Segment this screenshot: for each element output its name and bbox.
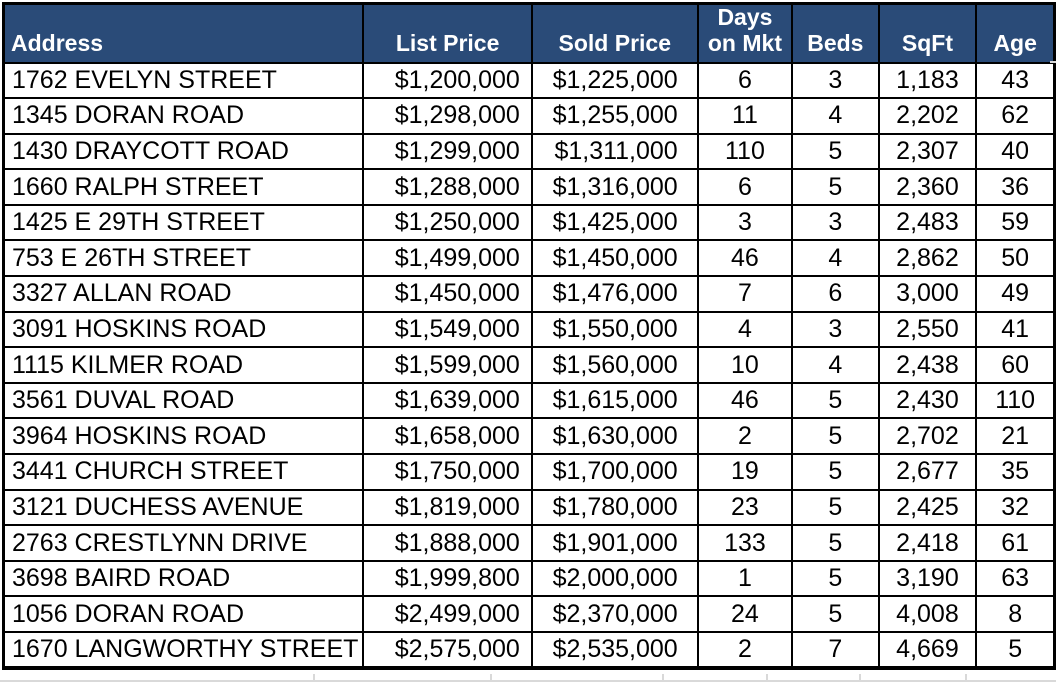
table-row: [4, 525, 1055, 561]
cell-days_on_mkt[interactable]: 6: [698, 169, 792, 205]
cell-address[interactable]: 1762 EVELYN STREET: [4, 63, 364, 99]
cell-list_price[interactable]: $1,819,000: [363, 490, 531, 526]
cell-list_price[interactable]: $1,499,000: [363, 240, 531, 276]
cell-list_price[interactable]: $1,639,000: [363, 383, 531, 419]
cell-days_on_mkt[interactable]: 46: [698, 383, 792, 419]
table-row: [4, 490, 1055, 526]
cell-age[interactable]: 60: [976, 347, 1054, 383]
cell-address[interactable]: 1425 E 29TH STREET: [4, 205, 364, 241]
cell-age[interactable]: 36: [976, 169, 1054, 205]
table-row: [4, 418, 1055, 454]
cell-days_on_mkt[interactable]: 2: [698, 418, 792, 454]
cell-list_price[interactable]: $1,250,000: [363, 205, 531, 241]
table-row: [4, 205, 1055, 241]
cell-age[interactable]: 59: [976, 205, 1054, 241]
cell-beds[interactable]: 5: [792, 596, 878, 632]
cell-list_price[interactable]: $2,575,000: [363, 632, 531, 668]
cell-age[interactable]: 43: [976, 63, 1054, 99]
cell-age[interactable]: 110: [976, 383, 1054, 419]
cell-address[interactable]: 2763 CRESTLYNN DRIVE: [4, 525, 364, 561]
cell-sold_price[interactable]: $1,450,000: [532, 240, 698, 276]
cell-days_on_mkt[interactable]: 10: [698, 347, 792, 383]
table-row: [4, 454, 1055, 490]
cell-address[interactable]: 1115 KILMER ROAD: [4, 347, 364, 383]
excel-gridline-stub: [1050, 61, 1056, 63]
cell-age[interactable]: 21: [976, 418, 1054, 454]
cell-address[interactable]: 3121 DUCHESS AVENUE: [4, 490, 364, 526]
cell-sqft[interactable]: 2,550: [879, 312, 977, 348]
cell-sqft[interactable]: 1,183: [879, 63, 977, 99]
column-header-age[interactable]: Age: [976, 4, 1054, 63]
cell-list_price[interactable]: $1,298,000: [363, 98, 531, 134]
table-row: [4, 240, 1055, 276]
cell-sold_price[interactable]: $1,476,000: [532, 276, 698, 312]
cell-sqft[interactable]: 2,862: [879, 240, 977, 276]
cell-beds[interactable]: 3: [792, 205, 878, 241]
table-row: [4, 312, 1055, 348]
cell-days_on_mkt[interactable]: 110: [698, 134, 792, 170]
cell-days_on_mkt[interactable]: 23: [698, 490, 792, 526]
cell-days_on_mkt[interactable]: 2: [698, 632, 792, 668]
cell-age[interactable]: 50: [976, 240, 1054, 276]
cell-age[interactable]: 32: [976, 490, 1054, 526]
table-row: [4, 561, 1055, 597]
cell-list_price[interactable]: $1,299,000: [363, 134, 531, 170]
cell-sold_price[interactable]: $1,615,000: [532, 383, 698, 419]
cell-address[interactable]: 3698 BAIRD ROAD: [4, 561, 364, 597]
cell-list_price[interactable]: $1,200,000: [363, 63, 531, 99]
cell-days_on_mkt[interactable]: 11: [698, 98, 792, 134]
cell-days_on_mkt[interactable]: 19: [698, 454, 792, 490]
cell-beds[interactable]: 5: [792, 418, 878, 454]
cell-beds[interactable]: 6: [792, 276, 878, 312]
cell-beds[interactable]: 5: [792, 561, 878, 597]
cell-sold_price[interactable]: $2,370,000: [532, 596, 698, 632]
cell-days_on_mkt[interactable]: 3: [698, 205, 792, 241]
cell-sqft[interactable]: 2,430: [879, 383, 977, 419]
cell-sqft[interactable]: 2,677: [879, 454, 977, 490]
table-row: [4, 169, 1055, 205]
cell-address[interactable]: 3561 DUVAL ROAD: [4, 383, 364, 419]
table-row: [4, 632, 1055, 668]
cell-beds[interactable]: 3: [792, 63, 878, 99]
cell-sold_price[interactable]: $1,630,000: [532, 418, 698, 454]
table-row: [4, 63, 1055, 99]
cell-sqft[interactable]: 2,425: [879, 490, 977, 526]
cell-address[interactable]: 1056 DORAN ROAD: [4, 596, 364, 632]
cell-days_on_mkt[interactable]: 6: [698, 63, 792, 99]
cell-age[interactable]: 61: [976, 525, 1054, 561]
cell-list_price[interactable]: $1,549,000: [363, 312, 531, 348]
column-header-beds[interactable]: Beds: [792, 4, 878, 63]
cell-list_price[interactable]: $1,999,800: [363, 561, 531, 597]
cell-sqft[interactable]: 3,190: [879, 561, 977, 597]
comps-table: [2, 2, 1056, 670]
cell-age[interactable]: 35: [976, 454, 1054, 490]
cell-sqft[interactable]: 3,000: [879, 276, 977, 312]
cell-address[interactable]: 3964 HOSKINS ROAD: [4, 418, 364, 454]
column-header-days_on_mkt[interactable]: Days on Mkt: [698, 4, 792, 63]
cell-age[interactable]: 62: [976, 98, 1054, 134]
cell-list_price[interactable]: $2,499,000: [363, 596, 531, 632]
cell-sold_price[interactable]: $1,700,000: [532, 454, 698, 490]
table-row: [4, 347, 1055, 383]
header-row: [4, 4, 1055, 63]
cell-sqft[interactable]: 2,307: [879, 134, 977, 170]
cell-address[interactable]: 1670 LANGWORTHY STREET: [4, 632, 364, 668]
table-header: [4, 4, 1055, 63]
cell-beds[interactable]: 5: [792, 490, 878, 526]
cell-beds[interactable]: 7: [792, 632, 878, 668]
cell-list_price[interactable]: $1,658,000: [363, 418, 531, 454]
cell-age[interactable]: 8: [976, 596, 1054, 632]
cell-sqft[interactable]: 2,702: [879, 418, 977, 454]
cell-beds[interactable]: 4: [792, 240, 878, 276]
cell-beds[interactable]: 3: [792, 312, 878, 348]
cell-sold_price[interactable]: $1,316,000: [532, 169, 698, 205]
cell-list_price[interactable]: $1,599,000: [363, 347, 531, 383]
cell-age[interactable]: 40: [976, 134, 1054, 170]
cell-sold_price[interactable]: $1,225,000: [532, 63, 698, 99]
cell-sqft[interactable]: 4,008: [879, 596, 977, 632]
column-header-address[interactable]: Address: [4, 4, 364, 63]
cell-sold_price[interactable]: $1,425,000: [532, 205, 698, 241]
cell-list_price[interactable]: $1,288,000: [363, 169, 531, 205]
cell-beds[interactable]: 5: [792, 134, 878, 170]
cell-sold_price[interactable]: $2,000,000: [532, 561, 698, 597]
cell-age[interactable]: 41: [976, 312, 1054, 348]
cell-address[interactable]: 1345 DORAN ROAD: [4, 98, 364, 134]
cell-beds[interactable]: 4: [792, 98, 878, 134]
cell-sold_price[interactable]: $2,535,000: [532, 632, 698, 668]
cell-list_price[interactable]: $1,750,000: [363, 454, 531, 490]
cell-days_on_mkt[interactable]: 1: [698, 561, 792, 597]
table-row: [4, 98, 1055, 134]
table-row: [4, 134, 1055, 170]
cell-sold_price[interactable]: $1,560,000: [532, 347, 698, 383]
cell-age[interactable]: 63: [976, 561, 1054, 597]
cell-days_on_mkt[interactable]: 133: [698, 525, 792, 561]
cell-address[interactable]: 753 E 26TH STREET: [4, 240, 364, 276]
cell-sold_price[interactable]: $1,255,000: [532, 98, 698, 134]
table-row: [4, 596, 1055, 632]
cell-sqft[interactable]: 2,438: [879, 347, 977, 383]
cell-age[interactable]: 5: [976, 632, 1054, 668]
cell-beds[interactable]: 4: [792, 347, 878, 383]
cell-address[interactable]: 3441 CHURCH STREET: [4, 454, 364, 490]
cell-sold_price[interactable]: $1,901,000: [532, 525, 698, 561]
cell-sold_price[interactable]: $1,780,000: [532, 490, 698, 526]
column-header-sold_price[interactable]: Sold Price: [532, 4, 698, 63]
cell-days_on_mkt[interactable]: 7: [698, 276, 792, 312]
table-row: [4, 276, 1055, 312]
cell-sqft[interactable]: 2,202: [879, 98, 977, 134]
cell-address[interactable]: 1660 RALPH STREET: [4, 169, 364, 205]
cell-beds[interactable]: 5: [792, 454, 878, 490]
cell-sqft[interactable]: 2,483: [879, 205, 977, 241]
cell-address[interactable]: 3327 ALLAN ROAD: [4, 276, 364, 312]
column-header-sqft[interactable]: SqFt: [879, 4, 977, 63]
cell-sold_price[interactable]: $1,550,000: [532, 312, 698, 348]
cell-sqft[interactable]: 2,360: [879, 169, 977, 205]
column-header-list_price[interactable]: List Price: [363, 4, 531, 63]
cell-days_on_mkt[interactable]: 24: [698, 596, 792, 632]
cell-days_on_mkt[interactable]: 4: [698, 312, 792, 348]
cell-sqft[interactable]: 2,418: [879, 525, 977, 561]
cell-address[interactable]: 3091 HOSKINS ROAD: [4, 312, 364, 348]
cell-beds[interactable]: 5: [792, 169, 878, 205]
cell-age[interactable]: 49: [976, 276, 1054, 312]
cell-beds[interactable]: 5: [792, 383, 878, 419]
cell-list_price[interactable]: $1,888,000: [363, 525, 531, 561]
cell-sold_price[interactable]: $1,311,000: [532, 134, 698, 170]
cell-address[interactable]: 1430 DRAYCOTT ROAD: [4, 134, 364, 170]
cell-beds[interactable]: 5: [792, 525, 878, 561]
cell-list_price[interactable]: $1,450,000: [363, 276, 531, 312]
table-body: [4, 63, 1055, 668]
table-row: [4, 383, 1055, 419]
cell-days_on_mkt[interactable]: 46: [698, 240, 792, 276]
cell-sqft[interactable]: 4,669: [879, 632, 977, 668]
